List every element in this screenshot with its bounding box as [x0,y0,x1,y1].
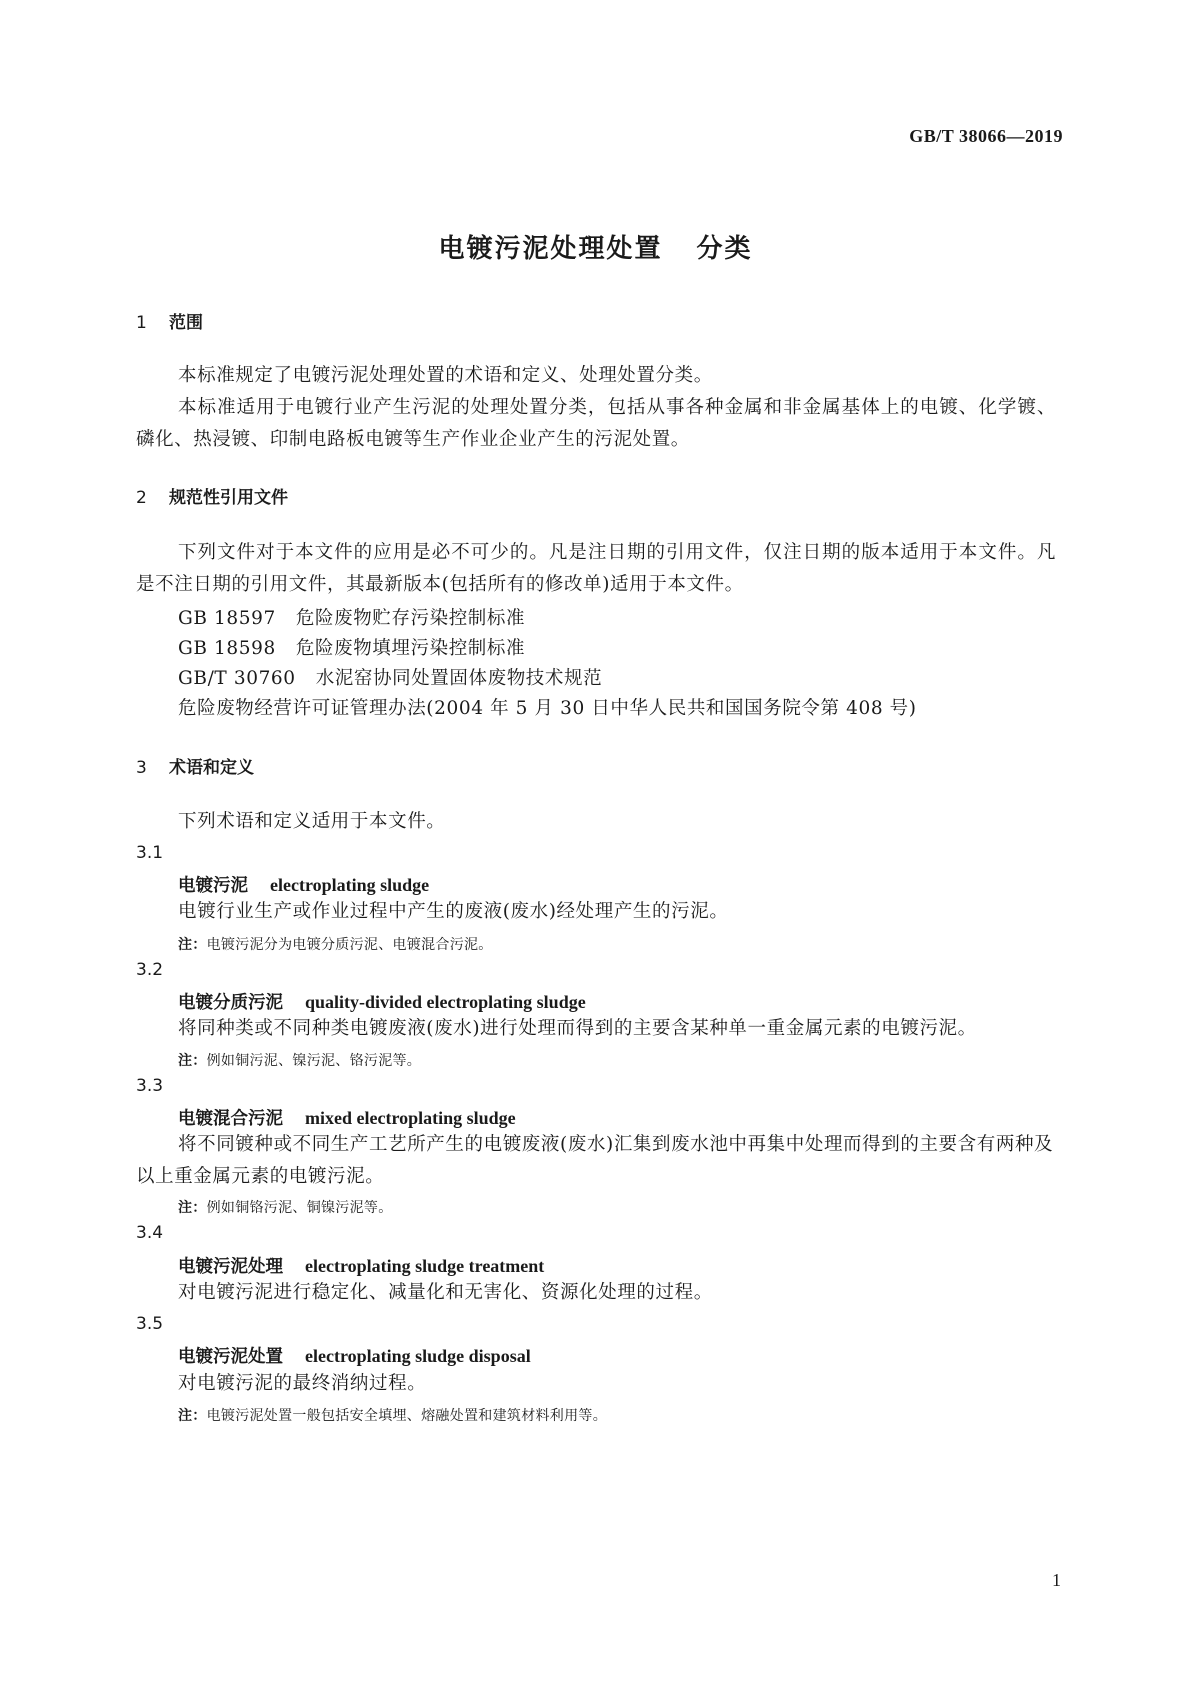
reference-code: GB 18597 [178,608,276,629]
title-main: 电镀污泥处理处置 [438,234,663,264]
reference-item [178,604,525,630]
section-heading-scope [136,308,203,333]
note-label: 注： [178,1053,207,1069]
note-label: 注： [178,1200,207,1216]
reference-name: 危险废物经营许可证管理办法(2004 年 5 月 30 日中华人民共和国国务院令第 408 号) [178,698,917,719]
section-heading-normative-references [136,483,288,508]
term-en: electroplating sludge disposal [305,1346,531,1366]
term-zh: 电镀污泥处理 [178,1257,283,1277]
term-note [178,1197,393,1217]
term-title [178,1105,516,1130]
term-number: 3.4 [136,1223,164,1243]
section-heading-terms [136,753,254,778]
term-note [178,1405,607,1425]
term-title [178,989,586,1014]
reference-item [178,664,602,690]
reference-code: GB/T 30760 [178,668,296,689]
note-label: 注： [178,1408,207,1424]
note-text: 例如铜铬污泥、铜镍污泥等。 [206,1200,393,1216]
term-number: 3.3 [136,1076,164,1096]
term-definition: 将不同镀种或不同生产工艺所产生的电镀废液(废水)汇集到废水池中再集中处理而得到的主要含有两种及以上重金属元素的电镀污泥。 [136,1134,1054,1187]
reference-item [178,634,525,660]
section-number: 2 [136,488,147,508]
term-zh: 电镀混合污泥 [178,1109,283,1129]
term-definition: 对电镀污泥的最终消纳过程。 [178,1373,427,1394]
paragraph: 本标准适用于电镀行业产生污泥的处理处置分类，包括从事各种金属和非金属基体上的电镀、化学镀、磷化、热浸镀、印制电路板电镀等生产作业企业产生的污泥处置。 [136,397,1056,450]
paragraph: 下列文件对于本文件的应用是必不可少的。凡是注日期的引用文件，仅注日期的版本适用于本文件。凡是不注日期的引用文件，其最新版本(包括所有的修改单)适用于本文件。 [136,542,1056,595]
section-title: 范围 [169,313,203,333]
reference-name: 水泥窑协同处置固体废物技术规范 [315,668,603,689]
reference-code: GB 18598 [178,638,276,659]
term-definition: 对电镀污泥进行稳定化、减量化和无害化、资源化处理的过程。 [178,1282,713,1303]
term-zh: 电镀污泥处置 [178,1347,283,1367]
term-number: 3.1 [136,843,164,863]
term-title [178,1253,544,1278]
term-title [178,872,429,897]
term-en: electroplating sludge treatment [305,1256,545,1276]
paragraph: 本标准规定了电镀污泥处理处置的术语和定义、处理处置分类。 [178,365,713,386]
reference-item [178,694,917,720]
reference-name: 危险废物贮存污染控制标准 [295,608,526,629]
note-text: 例如铜污泥、镍污泥、铬污泥等。 [206,1053,422,1069]
section-title: 规范性引用文件 [169,488,288,508]
section-title: 术语和定义 [169,758,254,778]
section-number: 1 [136,313,147,333]
document-title [0,228,1191,265]
note-label: 注： [178,937,207,953]
term-title [178,1343,531,1368]
term-number: 3.2 [136,960,164,980]
term-note [178,934,493,954]
term-number: 3.5 [136,1314,164,1334]
section-number: 3 [136,758,147,778]
page-number: 1 [1052,1570,1061,1590]
reference-name: 危险废物填埋污染控制标准 [295,638,526,659]
note-text: 电镀污泥分为电镀分质污泥、电镀混合污泥。 [206,937,493,953]
term-en: mixed electroplating sludge [305,1108,516,1128]
term-en: electroplating sludge [270,875,430,895]
term-zh: 电镀污泥 [178,876,248,896]
term-definition: 将同种类或不同种类电镀废液(废水)进行处理而得到的主要含某种单一重金属元素的电镀污泥。 [178,1018,977,1039]
term-note [178,1050,421,1070]
term-definition: 电镀行业生产或作业过程中产生的废液(废水)经处理产生的污泥。 [178,901,729,922]
standard-number: GB/T 38066—2019 [909,126,1063,146]
paragraph: 下列术语和定义适用于本文件。 [178,811,446,832]
term-zh: 电镀分质污泥 [178,993,283,1013]
term-en: quality-divided electroplating sludge [305,992,586,1012]
note-text: 电镀污泥处置一般包括安全填埋、熔融处置和建筑材料利用等。 [206,1408,608,1424]
title-sub: 分类 [696,234,753,264]
